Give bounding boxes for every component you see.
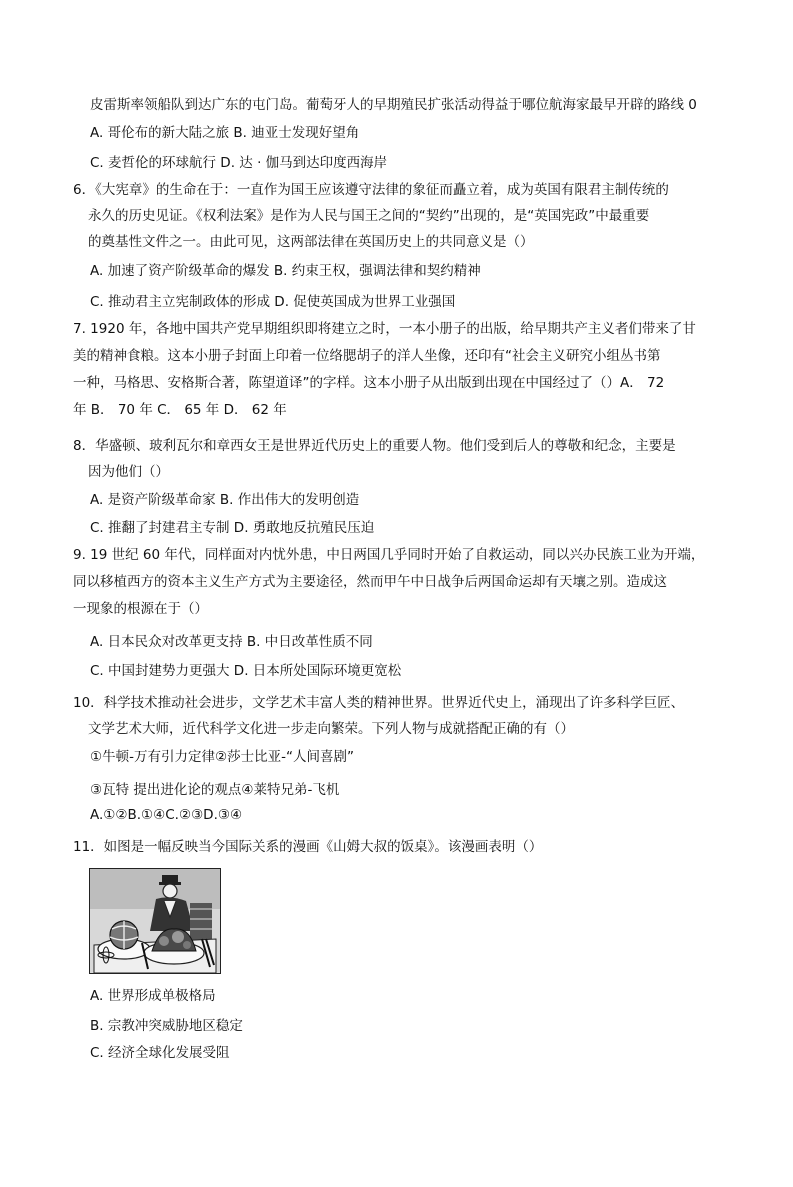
q11-option-c: C. 经济全球化发展受阻 — [90, 1045, 230, 1061]
q7-options: 年 B． 70 年 C． 65 年 D． 62 年 — [73, 402, 287, 418]
q11-option-b: B. 宗教冲突威胁地区稳定 — [90, 1018, 243, 1034]
cartoon-image — [89, 868, 221, 974]
q6-stem-line-3: 的奠基性文件之一。由此可见，这两部法律在英国历史上的共同意义是（） — [88, 234, 534, 250]
q10-options: A.①②B.①④C.②③D.③④ — [90, 807, 243, 823]
q8-options-ab: A. 是资产阶级革命家 B. 作出伟大的发明创造 — [90, 492, 360, 508]
q9-stem-line-3: 一现象的根源在于（） — [73, 601, 208, 617]
q6-stem-line-2: 永久的历史见证。《权利法案》是作为人民与国王之间的“契约”出现的，是“英国宪政”中最重要 — [88, 208, 650, 224]
q7-stem-line-2: 美的精神食粮。这本小册子封面上印着一位络腮胡子的洋人坐像，还印有“社会主义研究小组丛书第 — [73, 348, 661, 364]
q6-stem-line-1: 6．《大宪章》的生命在于：一直作为国王应该遵守法律的象征而矗立着，成为英国有限君主制传统的 — [73, 182, 669, 198]
q9-stem-line-1: 9. 19 世纪 60 年代，同样面对内忧外患，中日两国几乎同时开始了自救运动，同以兴办民族工业为开端， — [73, 547, 705, 563]
q11-stem: 11．如图是一幅反映当今国际关系的漫画《山姆大叔的饭桌》。该漫画表明（） — [73, 839, 543, 855]
q7-stem-line-3: 一种，马格思、安格斯合著，陈望道译”的字样。这本小册子从出版到出现在中国经过了（）A． 72 — [73, 375, 665, 391]
q10-stem-line-2: 文学艺术大师，近代科学文化进一步走向繁荣。下列人物与成就搭配正确的有（） — [88, 721, 574, 737]
q6-options-ab: A. 加速了资产阶级革命的爆发 B. 约束王权，强调法律和契约精神 — [90, 263, 481, 279]
q9-stem-line-2: 同以移植西方的资本主义生产方式为主要途径，然而甲午中日战争后两国命运却有天壤之别。造成这 — [73, 574, 667, 590]
q5-options-ab: A. 哥伦布的新大陆之旅 B. 迪亚士发现好望角 — [90, 125, 360, 141]
q8-options-cd: C. 推翻了封建君主专制 D. 勇敢地反抗殖民压迫 — [90, 520, 375, 536]
q6-options-cd: C. 推动君主立宪制政体的形成 D. 促使英国成为世界工业强国 — [90, 294, 456, 310]
q11-option-a: A. 世界形成单极格局 — [90, 988, 216, 1004]
q8-stem-line-2: 因为他们（） — [88, 464, 169, 480]
q8-stem-line-1: 8．华盛顿、玻利瓦尔和章西女王是世界近代历史上的重要人物。他们受到后人的尊敬和纪念，主要是 — [73, 438, 676, 454]
cartoon-drawing — [90, 869, 220, 973]
q5-options-cd: C. 麦哲伦的环球航行 D. 达 · 伽马到达印度西海岸 — [90, 155, 388, 171]
q9-options-cd: C. 中国封建势力更强大 D. 日本所处国际环境更宽松 — [90, 663, 402, 679]
q9-options-ab: A. 日本民众对改革更支持 B. 中日改革性质不同 — [90, 634, 373, 650]
q10-stem-line-1: 10．科学技术推动社会进步，文学艺术丰富人类的精神世界。世界近代史上，涌现出了许多科学巨匠、 — [73, 695, 685, 711]
q10-items-3-4: ③瓦特 提出进化论的观点④莱特兄弟-飞机 — [90, 782, 340, 798]
q10-items-1-2: ①牛顿-万有引力定律②莎士比亚-“人间喜剧” — [90, 749, 354, 765]
q5-stem-line: 皮雷斯率领船队到达广东的屯门岛。葡萄牙人的早期殖民扩张活动得益于哪位航海家最早开辟的路线 0 — [90, 97, 697, 113]
q7-stem-line-1: 7. 1920 年，各地中国共产党早期组织即将建立之时，一本小册子的出版，给早期共产主义者们带来了甘 — [73, 321, 696, 337]
